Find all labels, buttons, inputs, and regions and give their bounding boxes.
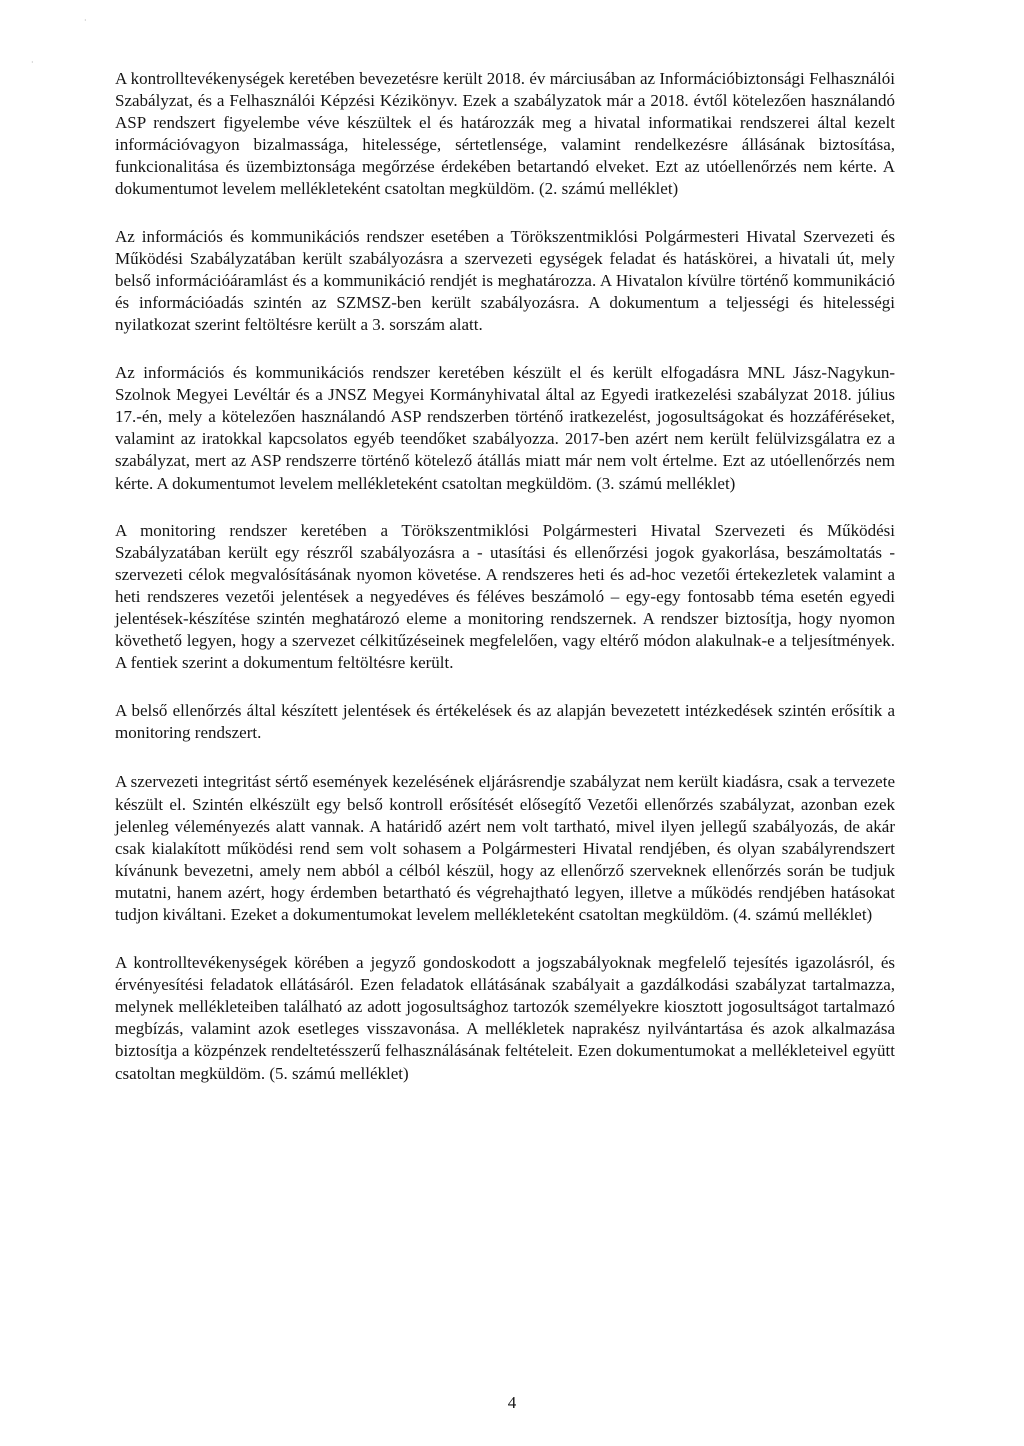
- paragraph-3: Az információs és kommunikációs rendszer keretében készült el és került elfogadásra MNL Jász-Nagykun-Szolnok Megyei Levéltár és a JNSZ Megyei Kormányhivatal által az Egyedi iratkezelési szabályzat 2018. július 17.-én, mely a kötelezően használandó ASP rendszerben történő iratkezelést, jogosultságokat és hozzáféréseket, valamint az iratokkal kapcsolatos egyéb teendőket szabályozza. 2017-ben azért nem került felülvizsgálatra ez a szabályzat, mert az ASP rendszerre történő kötelező átállás miatt már nem volt értelme. Ezt az utóellenőrzés nem kérte. A dokumentumot levelem mellékleteként csatoltan megküldöm. (3. számú melléklet): [115, 363, 895, 493]
- paragraph-6: A szervezeti integritást sértő események kezelésének eljárásrendje szabályzat nem került kiadásra, csak a tervezete készült el. Szintén elkészült egy belső kontroll erősítését elősegítő Vezetői ellenőrzés szabályzat, azonban ezek jelenleg véleményezés alatt vannak. A határidő azért nem volt tartható, mivel ilyen jellegű szabályozás, de akár csak kialakított működési rend sem volt sohasem a Polgármesteri Hivatal rendjében, és olyan szabályrendszert kívánunk bevezetni, amely nem abból a célból készül, hogy az ellenőrző szerveknek ellenőrzés során be tudjuk mutatni, hanem azért, hogy érdemben betartható és végrehajtható legyen, illetve a működés rendjében hatásokat tudjon kiváltani. Ezeket a dokumentumokat levelem mellékleteként csatoltan megküldöm. (4. számú melléklet): [115, 772, 895, 924]
- paragraph-7: A kontrolltevékenységek körében a jegyző gondoskodott a jogszabályoknak megfelelő tejesítés igazolásról, és érvényesítési feladatok ellátásáról. Ezen feladatok ellátásának szabályait a gazdálkodási szabályzat tartalmazza, melynek mellékleteiben található az adott jogosultsághoz tartozók személyekre kiosztott jogosultságot tartalmazó megbízás, valamint azok esetleges visszavonása. A mellékletek naprakész nyilvántartása és azok alkalmazása biztosítja a közpénzek rendeltetésszerű felhasználásának feltételeit. Ezen dokumentumokat a mellékleteivel együtt csatoltan megküldöm. (5. számú melléklet): [115, 953, 895, 1083]
- document-body: [115, 68, 895, 1113]
- paragraph-2: Az információs és kommunikációs rendszer esetében a Törökszentmiklósi Polgármesteri Hivatal Szervezeti és Működési Szabályzatában került szabályozásra a szervezeti egységek feladat és hatáskörei, a hivatali út, mely belső információáramlást és a kommunikáció rendjét is meghatározza. A Hivatalon kívülre történő kommunikáció és információadás szintén az SZMSZ-ben került szabályozásra. A dokumentum a teljességi és hitelességi nyilatkozat szerint feltöltésre került a 3. sorszám alatt.: [115, 226, 895, 334]
- scan-artifact-mark: ·: [31, 58, 34, 67]
- page-number: 4: [507, 1393, 517, 1412]
- paragraph-5: A belső ellenőrzés által készített jelentések és értékelések és az alapján bevezetett intézkedések szintén erősítik a monitoring rendszert.: [115, 701, 895, 743]
- paragraph-4: A monitoring rendszer keretében a Törökszentmiklósi Polgármesteri Hivatal Szervezeti és Működési Szabályzatában került egy részről szabályozásra a - utasítási és ellenőrzési jogok gyakorlása, beszámoltatás - szervezeti célok megvalósításának nyomon követése. A rendszeres heti és ad-hoc vezetői értekezletek valamint a heti rendszeres vezetői jelentések a negyedéves és féléves beszámoló – egy-egy fontosabb téma esetén egyedi jelentések-készítése szintén meghatározó eleme a monitoring rendszernek. A rendszer biztosítja, hogy nyomon követhető legyen, hogy a szervezet célkitűzéseinek megfelelően, vagy eltérő módon alakulnak-e a teljesítmények. A fentiek szerint a dokumentum feltöltésre került.: [115, 520, 895, 673]
- scan-artifact-mark: ·: [84, 16, 87, 25]
- paragraph-1: A kontrolltevékenységek keretében bevezetésre került 2018. év márciusában az Információbiztonsági Felhasználói Szabályzat, és a Felhasználói Képzési Kézikönyv. Ezek a szabályzatok már a 2018. évtől kötelezően használandó ASP rendszert figyelembe véve készültek el és határozzák meg a hivatal informatikai rendszerei által kezelt információvagyon bizalmassága, hitelessége, sértetlensége, valamint rendelkezésre állásának biztosítása, funkcionalitása és üzembiztonsága megőrzése érdekében betartandó elveket. Ezt az utóellenőrzés nem kérte. A dokumentumot levelem mellékleteként csatoltan megküldöm. (2. számú melléklet): [115, 69, 895, 199]
